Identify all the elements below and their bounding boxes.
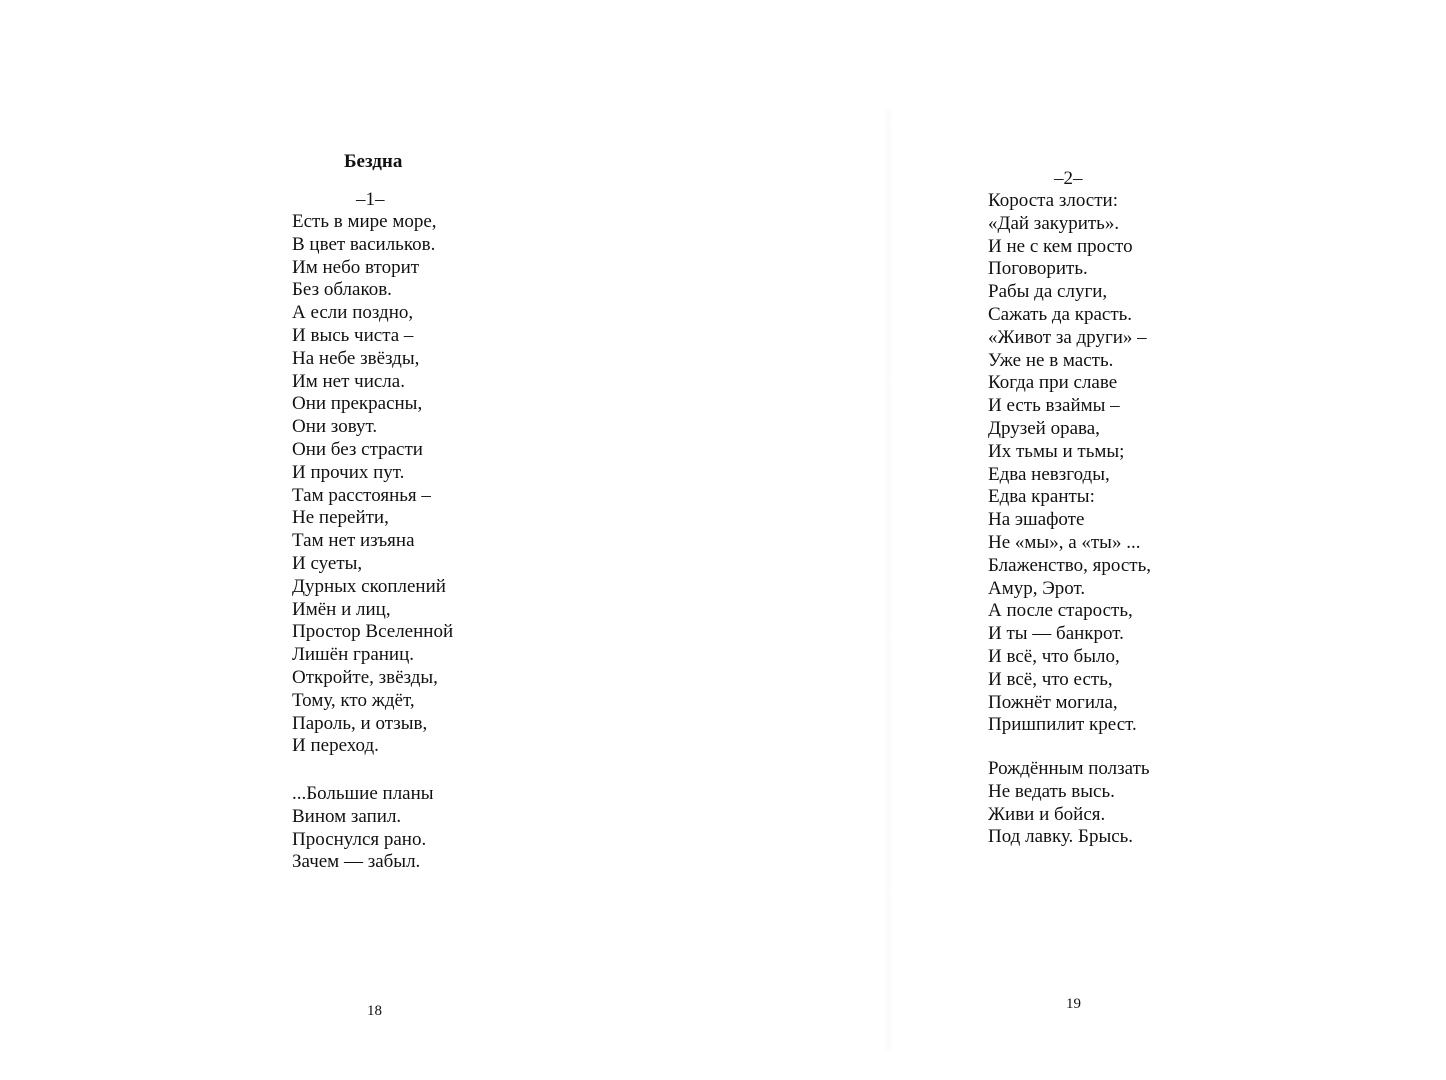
poem-line: Лишён границ.	[292, 644, 415, 666]
poem-line: Блаженство, ярость,	[988, 554, 1151, 576]
poem-line: Там нет изъяна	[292, 530, 415, 552]
section-number-2: –2–	[1054, 168, 1083, 189]
poem-line: Не перейти,	[292, 507, 389, 529]
poem-line: На небе звёзды,	[292, 347, 420, 369]
poem-line: И всё, что было,	[988, 645, 1120, 667]
poem-line: И прочих пут.	[292, 461, 405, 483]
poem-line: Рождённым ползать	[988, 758, 1150, 779]
poem-line: И суеты,	[292, 552, 363, 574]
poem-line: На эшафоте	[988, 509, 1085, 531]
poem-line: Им небо вторит	[292, 256, 420, 278]
poem-line: Их тьмы и тьмы;	[988, 440, 1125, 462]
poem-line: Вином запил.	[292, 805, 402, 827]
poem-line: Они без страсти	[292, 438, 423, 460]
stanza-2-2	[988, 758, 1150, 849]
poem-line: А после старость,	[988, 600, 1133, 622]
poem-line: Тому, кто ждёт,	[292, 689, 415, 711]
poem-line: И не с кем просто	[988, 235, 1133, 257]
poem-line: Дурных скоплений	[292, 575, 446, 597]
poem-line: И есть взаймы –	[988, 395, 1120, 417]
stanza-1-1	[292, 211, 453, 758]
poem-line: Простор Вселенной	[292, 621, 454, 643]
poem-line: В цвет васильков.	[292, 233, 436, 255]
poem-line: Едва невзгоды,	[988, 463, 1110, 485]
poem-line: Пришпилит крест.	[988, 714, 1137, 736]
poem-line: Проснулся рано.	[292, 828, 427, 850]
poem-line: Рабы да слуги,	[988, 281, 1108, 303]
poem-line: Пароль, и отзыв,	[292, 712, 428, 734]
poem-line: Живи и бойся.	[988, 803, 1106, 825]
poem-line: ...Большие планы	[292, 783, 434, 804]
section-number-1: –1–	[356, 189, 385, 210]
poem-line: Имён и лиц,	[292, 598, 391, 620]
poem-line: Когда при славе	[988, 372, 1118, 394]
right-page	[890, 0, 1446, 1080]
poem-line: Откройте, звёзды,	[292, 666, 438, 688]
poem-line: Под лавку. Брысь.	[988, 826, 1134, 848]
poem-line: И всё, что есть,	[988, 668, 1113, 690]
poem-line: Пожнёт могила,	[988, 691, 1118, 713]
poem-line: Едва кранты:	[988, 486, 1095, 508]
poem-line: Не «мы», а «ты» ...	[988, 531, 1141, 553]
poem-line: Уже не в масть.	[988, 349, 1114, 371]
poem-line: «Живот за други» –	[988, 326, 1147, 348]
poem-line: «Дай закурить».	[988, 212, 1120, 234]
poem-line: И высь чиста –	[292, 324, 414, 346]
stanza-2-1	[988, 190, 1151, 737]
poem-line: Они зовут.	[292, 416, 378, 438]
poem-line: Поговорить.	[988, 258, 1088, 280]
poem-line: Они прекрасны,	[292, 393, 423, 415]
poem-line: Не ведать высь.	[988, 780, 1115, 802]
poem-line: Им нет числа.	[292, 370, 405, 392]
poem-line: Без облаков.	[292, 279, 392, 301]
poem-line: Короста злости:	[988, 190, 1118, 211]
poem-line: Зачем — забыл.	[292, 851, 421, 873]
poem-line: Сажать да красть.	[988, 303, 1133, 325]
stanza-1-2	[292, 783, 434, 874]
poem-line: И ты — банкрот.	[988, 623, 1124, 645]
poem-line: Есть в мире море,	[292, 211, 437, 232]
page-number: 18	[367, 1003, 382, 1019]
poem-line: И переход.	[292, 735, 379, 757]
poem-title: Бездна	[344, 151, 403, 172]
poem-line: Амур, Эрот.	[988, 577, 1086, 599]
poem-line: Друзей орава,	[988, 417, 1100, 439]
poem-line: А если поздно,	[292, 302, 414, 324]
poem-line: Там расстоянья –	[292, 484, 431, 506]
page-number: 19	[1066, 996, 1081, 1012]
